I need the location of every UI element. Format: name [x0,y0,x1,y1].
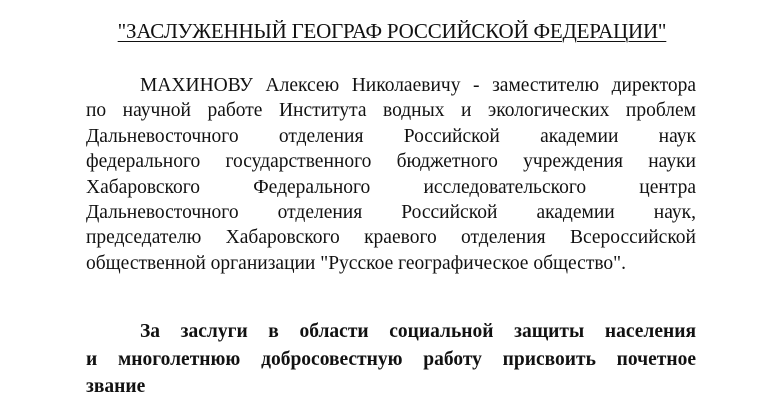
decree-text [86,318,696,401]
description-line: Дальневосточного отделения Российской академии наук [86,125,696,147]
description-line: Дальневосточного отделения Российской академии наук, [86,201,696,223]
description-line: председателю Хабаровского краевого отделения Всероссийской [86,227,696,249]
nominee-description [86,73,696,276]
decree-line: За заслуги в области социальной защиты населения [140,321,696,342]
description-line: МАХИНОВУ Алексею Николаевичу - заместителю директора [140,75,696,96]
description-line: общественной организации "Русское географическое общество". [86,252,627,274]
description-line: федерального государственного бюджетного учреждения науки [86,151,696,173]
description-line: Хабаровского Федерального исследовательского центра [86,176,696,198]
award-title [0,18,784,44]
decree-line: звание [86,376,146,397]
description-line: по научной работе Института водных и экологических проблем [86,100,696,122]
decree-line: и многолетнюю добросовестную работу присвоить почетное [86,348,696,370]
award-title-text: "ЗАСЛУЖЕННЫЙ ГЕОГРАФ РОССИЙСКОЙ ФЕДЕРАЦИИ" [117,19,667,43]
